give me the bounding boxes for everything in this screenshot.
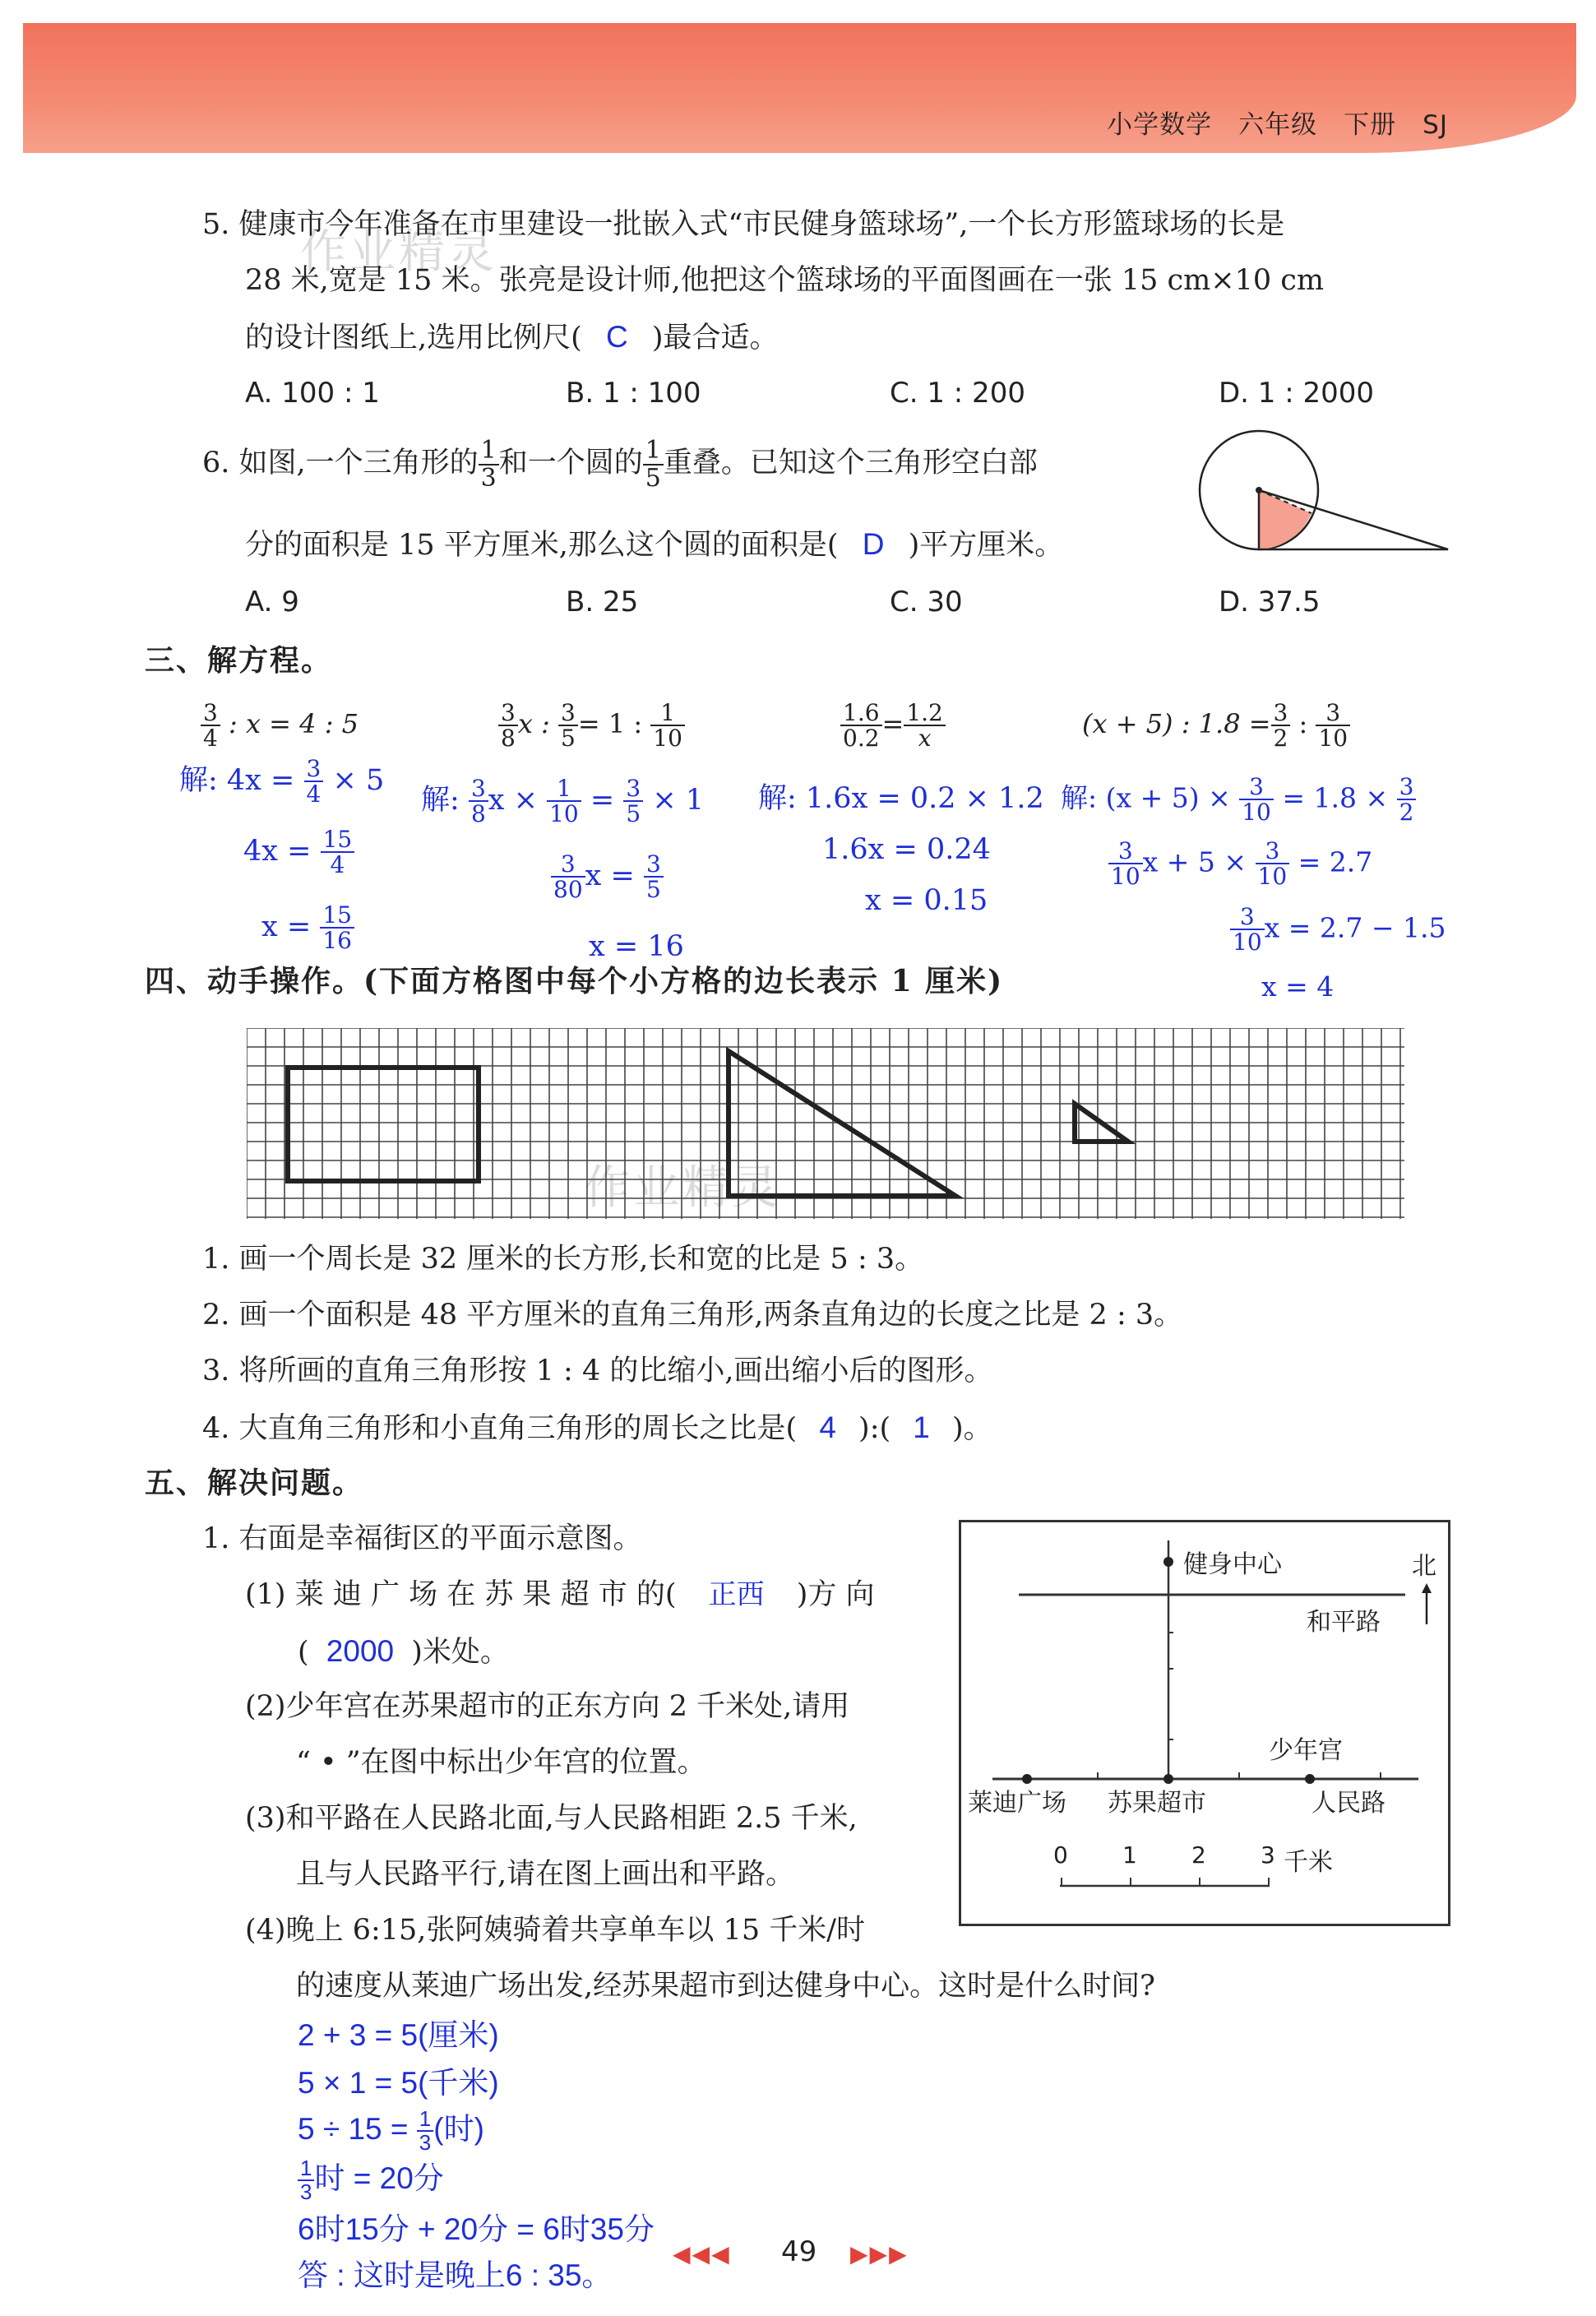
q6-mid: 和一个圆的 <box>498 447 643 479</box>
eq2-s2-frac-a <box>551 852 585 902</box>
large-right-triangle <box>729 1051 955 1196</box>
q5-option-b: B. 1 : 100 <box>566 377 701 410</box>
eq1-problem <box>201 701 359 751</box>
p1-q1 <box>245 1577 875 1612</box>
eq1-step3 <box>261 903 354 953</box>
eq4-p-b-num: 3 <box>1316 701 1350 726</box>
circle-center-dot <box>1256 487 1262 493</box>
q6-pre: 6. 如图,一个三角形的 <box>202 447 479 479</box>
solution-l3-frac <box>417 2105 433 2156</box>
p1-q1-pre: (1) 莱 迪 广 场 在 苏 果 超 市 的( <box>245 1578 677 1611</box>
map-label-youth-palace: 少年宫 <box>1269 1736 1343 1765</box>
footer-right-arrows-icon: ▶▶▶ <box>850 2240 909 2267</box>
op-item-2: 2. 画一个面积是 48 平方厘米的直角三角形,两条直角边的长度之比是 2 : 3。 <box>202 1299 1183 1332</box>
eq2-p-c-den: 10 <box>653 725 682 753</box>
q5-line3-post: )最合适。 <box>651 322 779 354</box>
eq1-s1-pre: 解: 4x = <box>179 763 295 797</box>
eq2-s1-eq: = <box>590 783 615 817</box>
solution-l4-num: 1 <box>298 2157 314 2181</box>
eq3-p-b-num: 1.2 <box>904 701 946 726</box>
solution-l3-den: 3 <box>419 2130 432 2156</box>
eq3-p-frac-a <box>840 701 882 751</box>
eq1-s3-pre: x = <box>261 910 312 943</box>
eq3-step2: 1.6x = 0.24 <box>822 833 991 866</box>
eq2-s2-a-den: 80 <box>553 876 583 904</box>
q6-f1-num: 1 <box>479 438 499 466</box>
solution-line-2: 5 × 1 = 5(千米) <box>298 2066 499 2100</box>
eq1-s1-num: 3 <box>304 757 324 782</box>
eq1-s1-post: × 5 <box>332 763 385 797</box>
q5-line3-pre: 的设计图纸上,选用比例尺( <box>245 322 582 354</box>
eq2-p-c-num: 1 <box>650 701 685 726</box>
solution-l4-frac <box>298 2157 314 2204</box>
p1-q1-post: )方 向 <box>796 1578 875 1611</box>
section4-title: 四、动手操作。(下面方格图中每个小方格的边长表示 1 厘米) <box>145 964 1004 998</box>
solution-l4-post: 时 = 20分 <box>314 2161 444 2195</box>
eq2-s1-a-num: 3 <box>469 776 488 802</box>
q6-option-d: D. 37.5 <box>1219 586 1321 618</box>
eq4-s1-b-den: 2 <box>1399 799 1414 827</box>
q6-circle-triangle-figure <box>1196 428 1460 559</box>
eq4-p-frac-a <box>1271 701 1291 751</box>
eq2-p-frac-b <box>558 701 578 751</box>
eq4-s3-num: 3 <box>1230 905 1265 930</box>
q6-option-b: B. 25 <box>566 586 639 618</box>
eq2-step3: x = 16 <box>589 930 684 963</box>
scale-label-0: 0 <box>1053 1841 1068 1869</box>
solution-line-4 <box>298 2153 444 2204</box>
eq3-p-frac-b <box>904 701 946 751</box>
eq1-p-num: 3 <box>201 701 220 726</box>
eq4-p-mid: : <box>1290 707 1316 739</box>
solution-l3-num: 1 <box>417 2108 433 2132</box>
watermark-grid: 作业精灵 <box>584 1161 781 1215</box>
eq3-p-eq: = <box>881 707 904 739</box>
eq4-step3 <box>1230 905 1446 955</box>
eq1-s3-frac <box>320 903 354 953</box>
p1-q1-answer-distance: 2000 <box>326 1634 395 1668</box>
op4-mid: ):( <box>858 1412 891 1445</box>
q5-line1: 5. 健康市今年准备在市里建设一批嵌入式“市民健身篮球场”,一个长方形篮球场的长是 <box>202 208 1285 241</box>
op4-post: )。 <box>952 1412 992 1445</box>
map-label-peace-road: 和平路 <box>1307 1608 1381 1637</box>
eq4-problem <box>1082 701 1350 751</box>
q6-post: 重叠。已知这个三角形空白部 <box>663 447 1038 479</box>
eq1-step2 <box>243 827 354 878</box>
solution-line-6: 答 : 这时是晚上6 : 35。 <box>298 2258 613 2292</box>
eq2-p-b-num: 3 <box>558 701 578 726</box>
op4-answer-1: 4 <box>819 1410 836 1444</box>
solution-l3-pre: 5 ÷ 15 = <box>298 2112 409 2146</box>
op-item-4 <box>202 1410 992 1446</box>
footer-left-arrows-icon: ◀◀◀ <box>673 2240 731 2267</box>
eq1-p-rest: : x = 4 : 5 <box>220 707 359 739</box>
eq2-p-a-den: 8 <box>501 725 516 753</box>
solution-line-1: 2 + 3 = 5(厘米) <box>298 2018 499 2052</box>
eq4-p-a-num: 3 <box>1271 701 1291 726</box>
eq3-p-b-den: x <box>918 725 932 753</box>
eq2-s1-pre: 解: <box>421 783 460 817</box>
map-label-suguo: 苏果超市 <box>1108 1789 1206 1818</box>
eq4-s1-a-num: 3 <box>1239 775 1274 800</box>
eq2-s2-mid: x = <box>585 859 635 892</box>
solution-line-3 <box>298 2104 484 2155</box>
eq4-s2-a-den: 10 <box>1111 863 1140 891</box>
p1-q1b-pre: ( <box>298 1636 309 1669</box>
scale-label-3: 3 <box>1261 1841 1275 1869</box>
eq1-s2-pre: 4x = <box>243 834 312 868</box>
north-arrow-icon <box>1422 1583 1432 1593</box>
q6-line2-post: )平方厘米。 <box>908 529 1064 562</box>
q6-answer: D <box>862 527 885 561</box>
scale-label-2: 2 <box>1191 1841 1206 1869</box>
eq2-p-b-den: 5 <box>561 725 576 753</box>
q6-f2-num: 1 <box>643 438 664 466</box>
eq2-p-frac-c <box>650 701 685 751</box>
eq1-s2-frac <box>321 827 355 878</box>
eq2-s1-c-num: 3 <box>623 776 643 802</box>
op-item-3: 3. 将所画的直角三角形按 1 : 4 的比缩小,画出缩小后的图形。 <box>202 1355 993 1387</box>
scale-unit-label: 千米 <box>1284 1848 1333 1877</box>
q5-option-a: A. 100 : 1 <box>245 377 380 410</box>
q5-line2: 28 米,宽是 15 米。张亮是设计师,他把这个篮球场的平面图画在一张 15 cm×10 cm <box>245 264 1325 297</box>
p1-q1-answer-direction: 正西 <box>708 1578 765 1611</box>
eq4-s2-post: = 2.7 <box>1298 845 1373 878</box>
map-label-north: 北 <box>1412 1552 1436 1581</box>
eq4-s1-frac-b <box>1397 775 1417 825</box>
p1-q1b <box>298 1633 509 1670</box>
eq2-s1-frac-b <box>547 776 581 827</box>
q5-line3 <box>245 319 778 355</box>
p1-q3b: 且与人民路平行,请在图上画出和平路。 <box>296 1858 795 1891</box>
solution-line-5: 6时15分 + 20分 = 6时35分 <box>298 2212 655 2246</box>
eq4-p-pre: (x + 5) : 1.8 = <box>1082 707 1271 739</box>
eq4-s1-frac-a <box>1239 775 1274 825</box>
map-label-gym: 健身中心 <box>1183 1550 1282 1579</box>
eq1-s1-den: 4 <box>306 780 322 808</box>
q6-option-a: A. 9 <box>245 586 299 618</box>
eq2-s1-post: × 1 <box>652 783 705 817</box>
eq2-problem <box>498 701 685 751</box>
eq2-s1-frac-a <box>469 776 488 827</box>
square-grid <box>247 1028 1404 1219</box>
eq4-s2-frac-a <box>1108 839 1143 889</box>
watermark-top: 作业精灵 <box>300 225 497 279</box>
section3-title: 三、解方程。 <box>145 643 333 678</box>
eq4-s2-frac-b <box>1256 839 1290 889</box>
q5-option-d: D. 1 : 2000 <box>1219 377 1375 410</box>
eq2-s1-frac-c <box>623 776 643 827</box>
q6-option-c: C. 30 <box>890 586 963 618</box>
section5-title: 五、解决问题。 <box>145 1466 364 1500</box>
eq3-step1: 解: 1.6x = 0.2 × 1.2 <box>758 782 1044 815</box>
q6-line2-pre: 分的面积是 15 平方厘米,那么这个圆的面积是( <box>245 529 839 562</box>
eq4-s2-b-num: 3 <box>1256 839 1290 864</box>
eq2-p-a-num: 3 <box>498 701 518 726</box>
eq3-problem <box>840 701 946 751</box>
eq2-step1 <box>421 776 704 827</box>
q6-f1-den: 3 <box>480 463 497 493</box>
q6-f2-den: 5 <box>645 463 661 493</box>
eq4-s2-b-den: 10 <box>1257 863 1288 891</box>
eq1-p-frac <box>201 701 220 751</box>
eq4-step4: x = 4 <box>1261 970 1335 1003</box>
eq2-s2-frac-b <box>644 852 664 902</box>
solution-l3-post: (时) <box>433 2112 484 2146</box>
eq4-s2-mid: x + 5 × <box>1142 845 1247 878</box>
op-item-1: 1. 画一个周长是 32 厘米的长方形,长和宽的比是 5 : 3。 <box>202 1243 924 1276</box>
eq2-p-x: x : <box>517 707 558 739</box>
eq2-s2-b-den: 5 <box>645 876 661 904</box>
eq3-p-a-den: 0.2 <box>843 725 880 753</box>
eq2-p-frac-a <box>498 701 518 751</box>
eq2-s1-b-den: 10 <box>549 800 579 828</box>
q6-fraction-1 <box>479 438 499 491</box>
eq1-s1-frac <box>304 757 324 807</box>
street-map-figure <box>959 1520 1450 1926</box>
eq4-s1-a-den: 10 <box>1242 799 1271 827</box>
eq2-s1-b-num: 1 <box>547 776 581 802</box>
eq4-step2 <box>1108 839 1372 889</box>
eq2-step2 <box>551 852 664 902</box>
grid-lines <box>247 1028 1404 1219</box>
header-title: 小学数学 六年级 下册 SJ <box>1107 110 1448 140</box>
p1-q2b: “ • ”在图中标出少年宫的位置。 <box>296 1746 706 1779</box>
eq2-s1-mid: x × <box>488 783 538 817</box>
eq2-p-eq: = 1 : <box>577 707 651 739</box>
eq1-s3-num: 15 <box>320 903 354 929</box>
map-label-laidi: 莱迪广场 <box>968 1789 1066 1818</box>
eq4-p-frac-b <box>1316 701 1350 751</box>
solution-l4-den: 3 <box>300 2179 312 2205</box>
gym-center-point <box>1163 1557 1173 1567</box>
q6-line2 <box>245 526 1063 563</box>
eq1-s2-den: 4 <box>330 851 345 879</box>
eq4-s1-mid: = 1.8 × <box>1282 781 1389 814</box>
scale-label-1: 1 <box>1122 1841 1137 1869</box>
page-number: 49 <box>781 2235 817 2268</box>
eq4-s1-pre: 解: (x + 5) × <box>1061 781 1231 814</box>
q6-fraction-2 <box>643 438 664 491</box>
op4-pre: 4. 大直角三角形和小直角三角形的周长之比是( <box>202 1412 798 1445</box>
eq1-s2-num: 15 <box>321 827 355 853</box>
eq2-s2-a-num: 3 <box>551 852 585 878</box>
p1-q4b: 的速度从莱迪广场出发,经苏果超市到达健身中心。这时是什么时间? <box>296 1970 1155 2003</box>
eq1-p-den: 4 <box>203 725 218 753</box>
q6-line1 <box>202 438 1038 491</box>
eq1-s3-den: 16 <box>322 927 352 955</box>
q5-option-c: C. 1 : 200 <box>890 377 1025 410</box>
eq2-s1-c-den: 5 <box>626 800 641 828</box>
eq4-s2-a-num: 3 <box>1108 839 1143 864</box>
p1-intro: 1. 右面是幸福街区的平面示意图。 <box>202 1522 642 1555</box>
eq2-s1-a-den: 8 <box>470 800 486 828</box>
map-label-renmin-road: 人民路 <box>1311 1789 1386 1818</box>
p1-q3a: (3)和平路在人民路北面,与人民路相距 2.5 千米, <box>245 1802 858 1835</box>
eq4-s3-frac <box>1230 905 1265 955</box>
q5-answer: C <box>605 320 628 354</box>
eq4-step1 <box>1061 775 1416 825</box>
eq3-step3: x = 0.15 <box>865 884 988 917</box>
eq4-p-b-den: 10 <box>1318 725 1349 753</box>
p1-q1b-post: )米处。 <box>411 1636 509 1669</box>
eq3-p-a-num: 1.6 <box>840 701 882 726</box>
eq4-s3-post: x = 2.7 − 1.5 <box>1264 911 1446 944</box>
op4-answer-2: 1 <box>913 1410 930 1444</box>
eq4-s3-den: 10 <box>1233 929 1262 957</box>
eq4-p-a-den: 2 <box>1273 725 1288 753</box>
p1-q4a: (4)晚上 6:15,张阿姨骑着共享单车以 15 千米/时 <box>245 1914 866 1947</box>
eq2-s2-b-num: 3 <box>644 852 664 878</box>
eq1-step1 <box>179 757 384 807</box>
eq4-s1-b-num: 3 <box>1397 775 1417 800</box>
p1-q2a: (2)少年宫在苏果超市的正东方向 2 千米处,请用 <box>245 1690 850 1723</box>
